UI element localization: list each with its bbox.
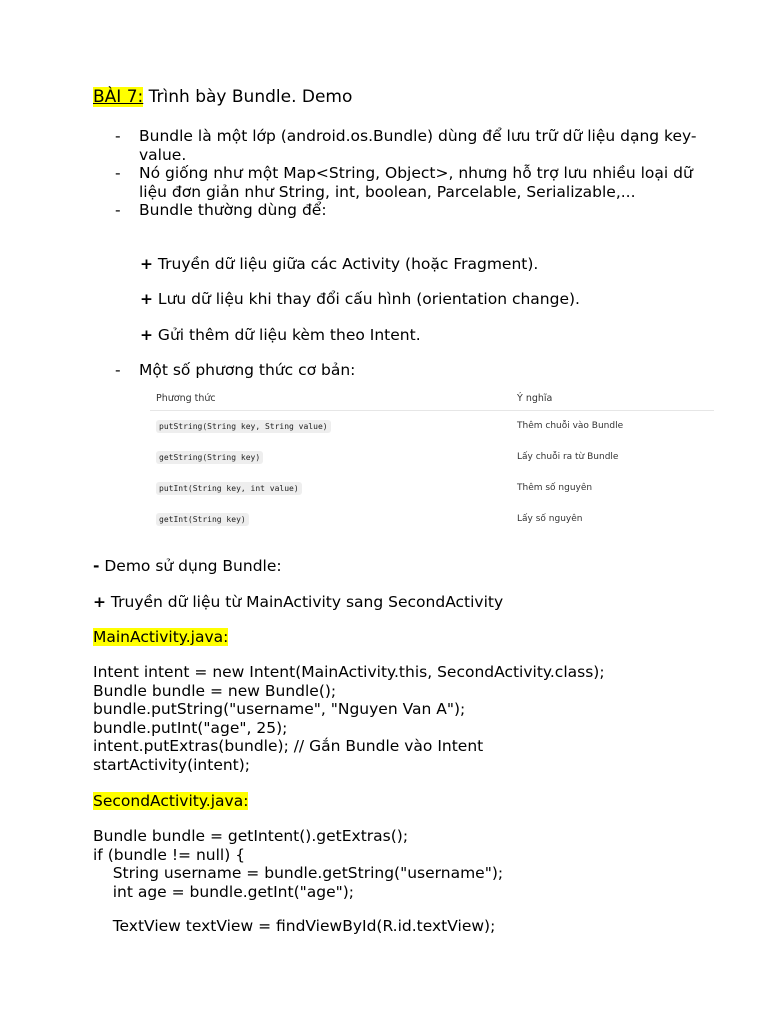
method-meaning: Thêm số nguyên <box>517 483 593 493</box>
use-item <box>140 326 421 345</box>
plus-sign: + <box>140 326 153 344</box>
plus-sign: + <box>140 290 153 308</box>
heading-title: Trình bày Bundle. Demo <box>143 87 353 107</box>
bullet-item <box>115 164 715 201</box>
heading-label: BÀI 7: <box>93 87 144 107</box>
table-row <box>150 411 714 442</box>
main-code-block <box>93 663 605 774</box>
bullet-text: Bundle là một lớp (android.os.Bundle) dùng để lưu trữ dữ liệu dạng key-value. <box>139 127 697 164</box>
code-line: TextView textView = findViewById(R.id.textView); <box>93 917 496 935</box>
header-meaning: Ý nghĩa <box>517 393 553 404</box>
method-meaning: Lấy số nguyên <box>517 514 583 524</box>
method-meaning: Lấy chuỗi ra từ Bundle <box>517 452 619 462</box>
table-row <box>150 442 714 473</box>
code-line: bundle.putInt("age", 25); <box>93 718 288 737</box>
bullet-dash: - <box>115 127 121 145</box>
bullet-text: Bundle thường dùng để: <box>139 201 327 219</box>
use-text: Lưu dữ liệu khi thay đổi cấu hình (orientation change). <box>153 290 580 308</box>
table-row <box>150 504 714 535</box>
code-line: if (bundle != null) { <box>93 845 246 864</box>
methods-table <box>150 388 714 535</box>
code-line: Intent intent = new Intent(MainActivity.this, SecondActivity.class); <box>93 663 605 681</box>
bullet-text: Nó giống như một Map<String, Object>, nhưng hỗ trợ lưu nhiều loại dữ liệu đơn giản như String, int, boolean, Parcelable, Serializable,... <box>139 164 693 201</box>
bullet-dash: - <box>115 201 121 219</box>
use-text: Truyền dữ liệu giữa các Activity (hoặc Fragment). <box>153 255 539 273</box>
method-meaning: Thêm chuỗi vào Bundle <box>517 421 624 431</box>
method-code: putString(String key, String value) <box>156 420 331 433</box>
second-file-name: SecondActivity.java: <box>93 792 249 810</box>
plus-sign: + <box>140 255 153 273</box>
method-code: getString(String key) <box>156 451 263 464</box>
code-line: Bundle bundle = getIntent().getExtras(); <box>93 827 409 845</box>
demo-heading <box>93 557 282 576</box>
main-file-name: MainActivity.java: <box>93 628 229 646</box>
bullet-item <box>115 127 715 164</box>
main-file-label <box>93 628 228 647</box>
methods-intro <box>115 361 355 380</box>
use-item <box>140 290 580 309</box>
bullet-dash: - <box>93 557 100 575</box>
methods-intro-text: Một số phương thức cơ bản: <box>139 361 356 379</box>
code-line: int age = bundle.getInt("age"); <box>93 882 355 901</box>
second-code-block-cont <box>93 917 495 936</box>
use-item <box>140 255 538 274</box>
second-file-label <box>93 792 248 811</box>
code-line: Bundle bundle = new Bundle(); <box>93 681 337 700</box>
bullet-item <box>115 201 715 220</box>
code-line: startActivity(intent); <box>93 755 251 774</box>
second-code-block <box>93 827 503 901</box>
demo-sub-text: Truyền dữ liệu từ MainActivity sang SecondActivity <box>106 593 504 611</box>
method-code: getInt(String key) <box>156 513 249 526</box>
plus-sign: + <box>93 593 106 611</box>
definition-list <box>115 127 715 220</box>
header-method: Phương thức <box>156 393 216 404</box>
section-heading <box>93 86 352 108</box>
bullet-dash: - <box>115 164 121 182</box>
table-row <box>150 473 714 504</box>
use-text: Gửi thêm dữ liệu kèm theo Intent. <box>153 326 421 344</box>
table-header <box>150 388 714 411</box>
bullet-dash: - <box>115 361 121 379</box>
code-line: bundle.putString("username", "Nguyen Van A"); <box>93 700 466 718</box>
code-line: String username = bundle.getString("username"); <box>93 864 504 882</box>
demo-subheading <box>93 593 503 612</box>
method-code: putInt(String key, int value) <box>156 482 302 495</box>
code-line: intent.putExtras(bundle); // Gắn Bundle vào Intent <box>93 737 484 755</box>
demo-heading-text: Demo sử dụng Bundle: <box>99 557 282 575</box>
